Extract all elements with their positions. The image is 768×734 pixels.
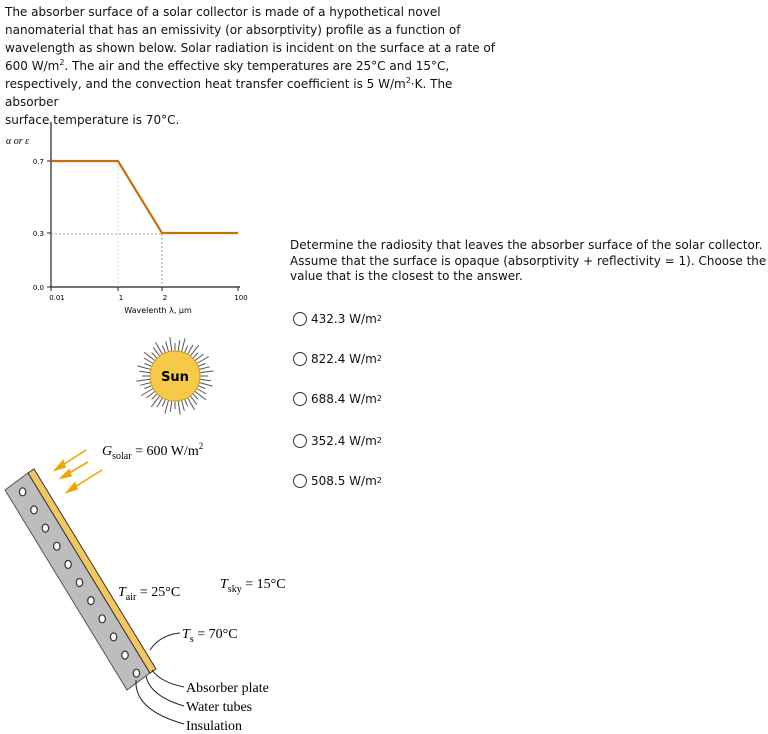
sun-ray — [181, 338, 185, 352]
sun-ray — [137, 366, 151, 370]
water-tube — [54, 542, 60, 550]
problem-line: nanomaterial that has an emissivity (or absorptivity) profile as a function of — [5, 23, 461, 37]
chart-y-label: α or ε — [6, 136, 30, 147]
g-solar-label: $G_{solar} = 600$ $W/m^2$ — [102, 441, 204, 462]
emissivity-chart — [0, 110, 260, 325]
collector-plate — [5, 469, 156, 690]
sun-ray — [170, 337, 172, 351]
sun-ray — [199, 367, 210, 370]
water-tube — [19, 488, 25, 496]
water-tube — [76, 579, 82, 587]
water-tube — [133, 669, 139, 677]
problem-line: 600 $W/m^2$. The air and the effective sky temperatures are 25°C and 15°C, — [5, 58, 450, 73]
sun-ray — [145, 386, 152, 389]
absorber-leader — [152, 670, 184, 687]
sun-ray — [165, 400, 169, 414]
radio-button[interactable] — [293, 392, 307, 406]
x-tick-label: 100 — [234, 294, 248, 302]
sun-ray — [200, 379, 211, 380]
sun-icon — [136, 337, 213, 414]
sun-label: Sun — [161, 370, 189, 385]
problem-line: respectively, and the convection heat transfer coefficient is 5 $W/m^2\cdot K$. The absorber — [5, 76, 453, 109]
option-2[interactable]: 822.4 W/m 2 — [293, 352, 382, 366]
radio-button[interactable] — [293, 474, 307, 488]
insulation-leader — [136, 680, 184, 724]
option-4[interactable]: 352.4 W/m 2 — [293, 434, 382, 448]
option-5[interactable]: 508.5 W/m 2 — [293, 474, 382, 488]
sun-ray — [198, 363, 205, 366]
water-tube — [88, 597, 94, 605]
water-tube — [31, 506, 37, 514]
water-tube — [99, 615, 105, 623]
option-3[interactable]: 688.4 W/m 2 — [293, 392, 382, 406]
absorber-plate-label: Absorber plate — [186, 681, 269, 696]
sun-ray — [152, 353, 158, 359]
problem-line: The absorber surface of a solar collector is made of a hypothetical novel — [5, 5, 441, 19]
problem-line: surface temperature is 70°C. — [5, 113, 180, 127]
t-s-leader — [150, 633, 180, 650]
sun-ray — [166, 341, 169, 352]
problem-line: wavelength as shown below. Solar radiation is incident on the surface at a rate of — [5, 41, 496, 55]
t-sky-label: $T_{sky} = 15^\circ C$ — [220, 577, 286, 595]
sun-ray — [162, 399, 165, 406]
radio-button[interactable] — [293, 312, 307, 326]
sun-ray — [178, 401, 180, 415]
t-air-label: $T_{air} = 25^\circ C$ — [118, 585, 181, 603]
option-1[interactable]: 432.3 W/m 2 — [293, 312, 382, 326]
collector-figure — [0, 330, 300, 734]
y-tick-label: 0.0 — [32, 284, 44, 292]
x-tick-label: 1 — [118, 294, 124, 302]
sun-ray — [178, 340, 179, 351]
sun-ray — [152, 394, 158, 400]
x-tick-label: 0.01 — [49, 294, 65, 302]
y-tick-label: 0.3 — [32, 230, 44, 238]
solar-arrows — [55, 450, 102, 492]
water-tube — [122, 651, 128, 659]
water-tube — [42, 524, 48, 532]
sun-ray — [162, 346, 165, 353]
sun-ray — [200, 371, 214, 373]
sun-ray — [193, 353, 199, 359]
chart-x-label: Wavelenth λ, μm — [124, 306, 192, 315]
t-s-label: $T_s = 70^\circ C$ — [182, 627, 238, 645]
water-tube — [110, 633, 116, 641]
sun-ray — [185, 399, 188, 406]
question-text: Determine the radiosity that leaves the absorber surface of the solar collector. Assume that the surface is opaque (absorptivity + reflectivity = 1). Choose the value that is the closest to the answer. — [290, 238, 767, 283]
sun-ray — [185, 346, 188, 353]
radio-button[interactable] — [293, 352, 307, 366]
sun-ray — [181, 400, 184, 411]
sun-ray — [139, 371, 150, 372]
sun-ray — [199, 382, 213, 386]
y-tick-label: 0.7 — [32, 158, 44, 166]
sun-ray — [170, 401, 171, 412]
sun-ray — [136, 379, 150, 381]
radio-button[interactable] — [293, 434, 307, 448]
sun-ray — [198, 386, 205, 389]
insulation-label: Insulation — [186, 719, 242, 734]
water-tube — [65, 560, 71, 568]
x-tick-label: 2 — [162, 294, 168, 302]
sun-ray — [145, 363, 152, 366]
absorber-plate — [28, 469, 156, 673]
sun-ray — [193, 394, 199, 400]
water-tubes-label: Water tubes — [186, 700, 253, 715]
emissivity-curve — [51, 161, 238, 233]
sun-ray — [140, 382, 151, 385]
